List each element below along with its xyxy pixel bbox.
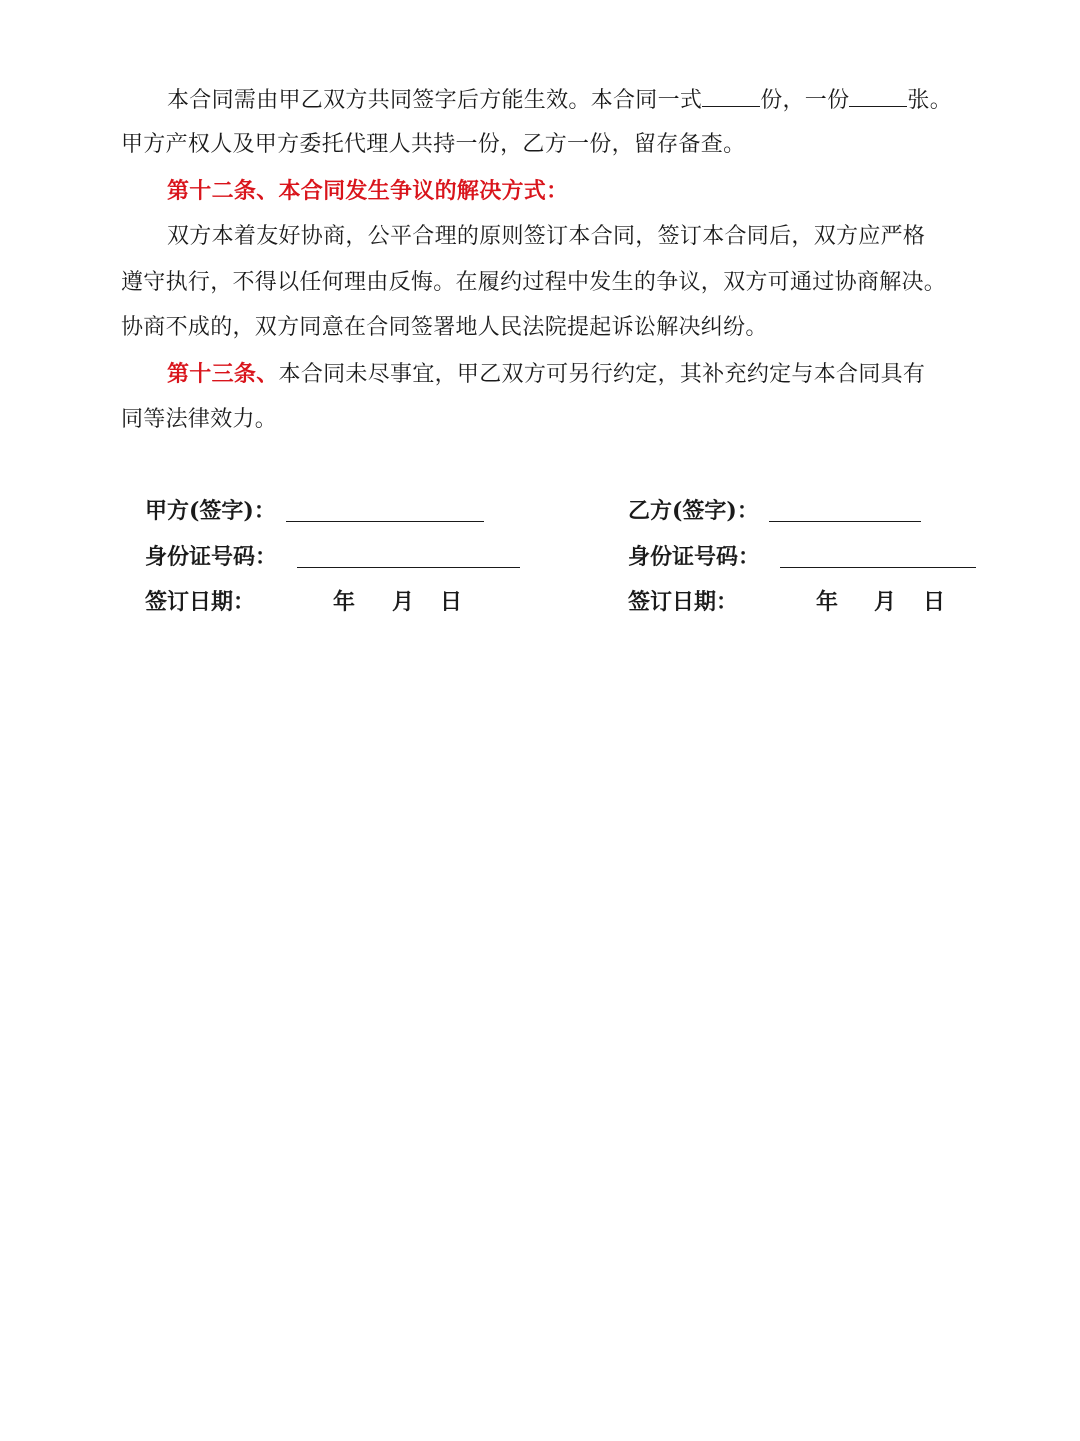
para1-text-b: 份，一份 bbox=[760, 88, 850, 113]
party-b-date-label: 签订日期： bbox=[628, 589, 739, 615]
party-b-year: 年 bbox=[816, 589, 839, 615]
party-b-month: 月 bbox=[874, 589, 897, 615]
article12-heading: 第十二条、本合同发生争议的解决方式： bbox=[167, 178, 569, 204]
article13-heading: 第十三条、 bbox=[167, 361, 279, 387]
party-a-date-label: 签订日期： bbox=[145, 589, 256, 615]
pages-blank bbox=[849, 84, 907, 107]
para1-text-a: 本合同需由甲乙双方共同签字后方能生效。本合同一式 bbox=[167, 88, 703, 113]
party-a-month: 月 bbox=[392, 589, 415, 615]
copies-blank bbox=[702, 84, 760, 107]
party-b-id-label: 身份证号码： bbox=[628, 544, 761, 570]
party-b-sign-line bbox=[769, 521, 921, 522]
article13-line1 bbox=[167, 359, 925, 390]
party-a-id-label: 身份证号码： bbox=[145, 544, 278, 570]
party-a-year: 年 bbox=[333, 589, 356, 615]
party-b-id-line bbox=[780, 567, 976, 568]
article13-text: 本合同未尽事宜，甲乙双方可另行约定，其补充约定与本合同具有 bbox=[278, 362, 926, 387]
para1-text-c: 张。 bbox=[907, 88, 953, 113]
party-a-id-line bbox=[297, 567, 520, 568]
article12-line3: 协商不成的，双方同意在合同签署地人民法院提起诉讼解决纠纷。 bbox=[121, 315, 768, 340]
para1-line2: 甲方产权人及甲方委托代理人共持一份，乙方一份，留存备查。 bbox=[121, 132, 746, 157]
article12-line1: 双方本着友好协商，公平合理的原则签订本合同，签订本合同后，双方应严格 bbox=[167, 224, 926, 249]
para1-line1 bbox=[167, 84, 952, 116]
article13-line2: 同等法律效力。 bbox=[121, 407, 278, 432]
party-b-sign-label: 乙方(签字)： bbox=[628, 498, 759, 524]
party-a-sign-label: 甲方(签字)： bbox=[145, 498, 276, 524]
party-a-day: 日 bbox=[440, 589, 463, 615]
article12-line2: 遵守执行，不得以任何理由反悔。在履约过程中发生的争议，双方可通过协商解决。 bbox=[121, 270, 947, 295]
party-a-sign-line bbox=[286, 521, 484, 522]
party-b-day: 日 bbox=[923, 589, 946, 615]
